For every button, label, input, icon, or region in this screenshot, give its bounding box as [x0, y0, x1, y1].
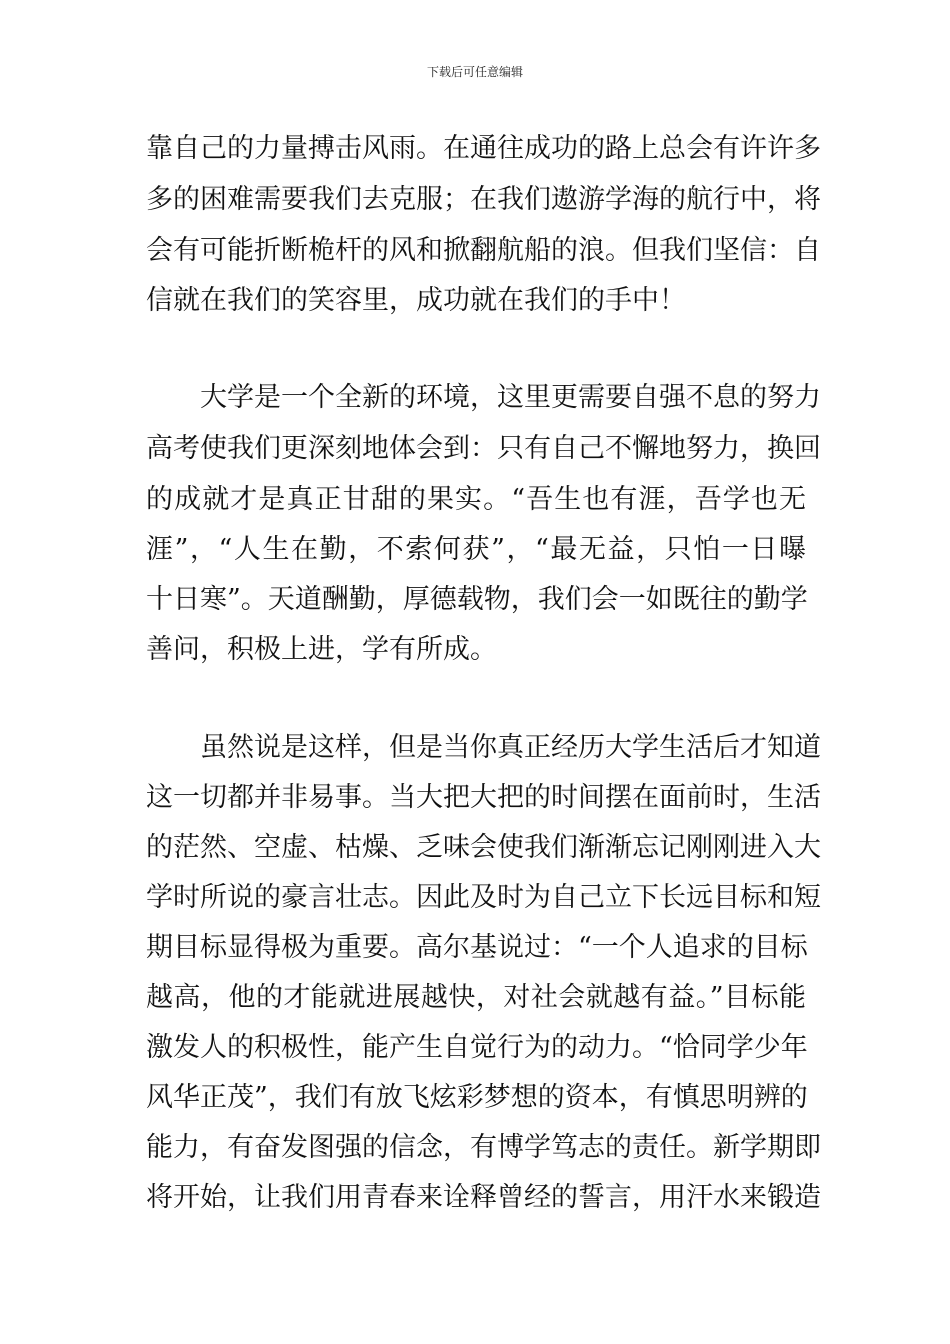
text-line: 靠自己的力量搏击风雨。在通往成功的路上总会有许许多	[146, 133, 821, 164]
text-line: 大学是一个全新的环境，这里更需要自强不息的努力	[200, 382, 821, 413]
text-line: 善问，积极上进，学有所成。	[146, 634, 497, 665]
page-header-note: 下载后可任意编辑	[426, 65, 523, 79]
text-line: 越高，他的才能就进展越快，对社会就越有益。”目标能	[146, 982, 806, 1013]
text-line: 涯”，“人生在勤，不索何获”，“最无益，只怕一日曝	[146, 534, 806, 565]
text-line: 的成就才是真正甘甜的果实。“吾生也有涯，吾学也无	[146, 484, 806, 515]
text-line: 学时所说的豪言壮志。因此及时为自己立下长远目标和短	[146, 882, 821, 913]
text-line: 这一切都并非易事。当大把大把的时间摆在面前时，生活	[146, 782, 821, 813]
text-line: 十日寒”。天道酬勤，厚德载物，我们会一如既往的勤学	[146, 584, 808, 615]
text-line: 会有可能折断桅杆的风和掀翻航船的浪。但我们坚信：自	[146, 235, 821, 266]
text-line: 期目标显得极为重要。高尔基说过：“一个人追求的目标	[146, 932, 808, 963]
text-line: 能力，有奋发图强的信念，有博学笃志的责任。新学期即	[146, 1132, 821, 1163]
text-line: 信就在我们的笑容里，成功就在我们的手中！	[146, 285, 686, 316]
text-line: 激发人的积极性，能产生自觉行为的动力。“恰同学少年	[146, 1032, 808, 1063]
text-line: 风华正茂”，我们有放飞炫彩梦想的资本，有慎思明辨的	[146, 1082, 808, 1113]
text-line: 将开始，让我们用青春来诠释曾经的誓言，用汗水来锻造	[146, 1182, 821, 1213]
text-line: 虽然说是这样，但是当你真正经历大学生活后才知道	[200, 732, 821, 763]
text-line: 高考使我们更深刻地体会到：只有自己不懈地努力，换回	[146, 433, 821, 464]
text-line: 多的困难需要我们去克服；在我们遨游学海的航行中，将	[146, 184, 821, 215]
text-line: 的茫然、空虚、枯燥、乏味会使我们渐渐忘记刚刚进入大	[146, 832, 821, 863]
